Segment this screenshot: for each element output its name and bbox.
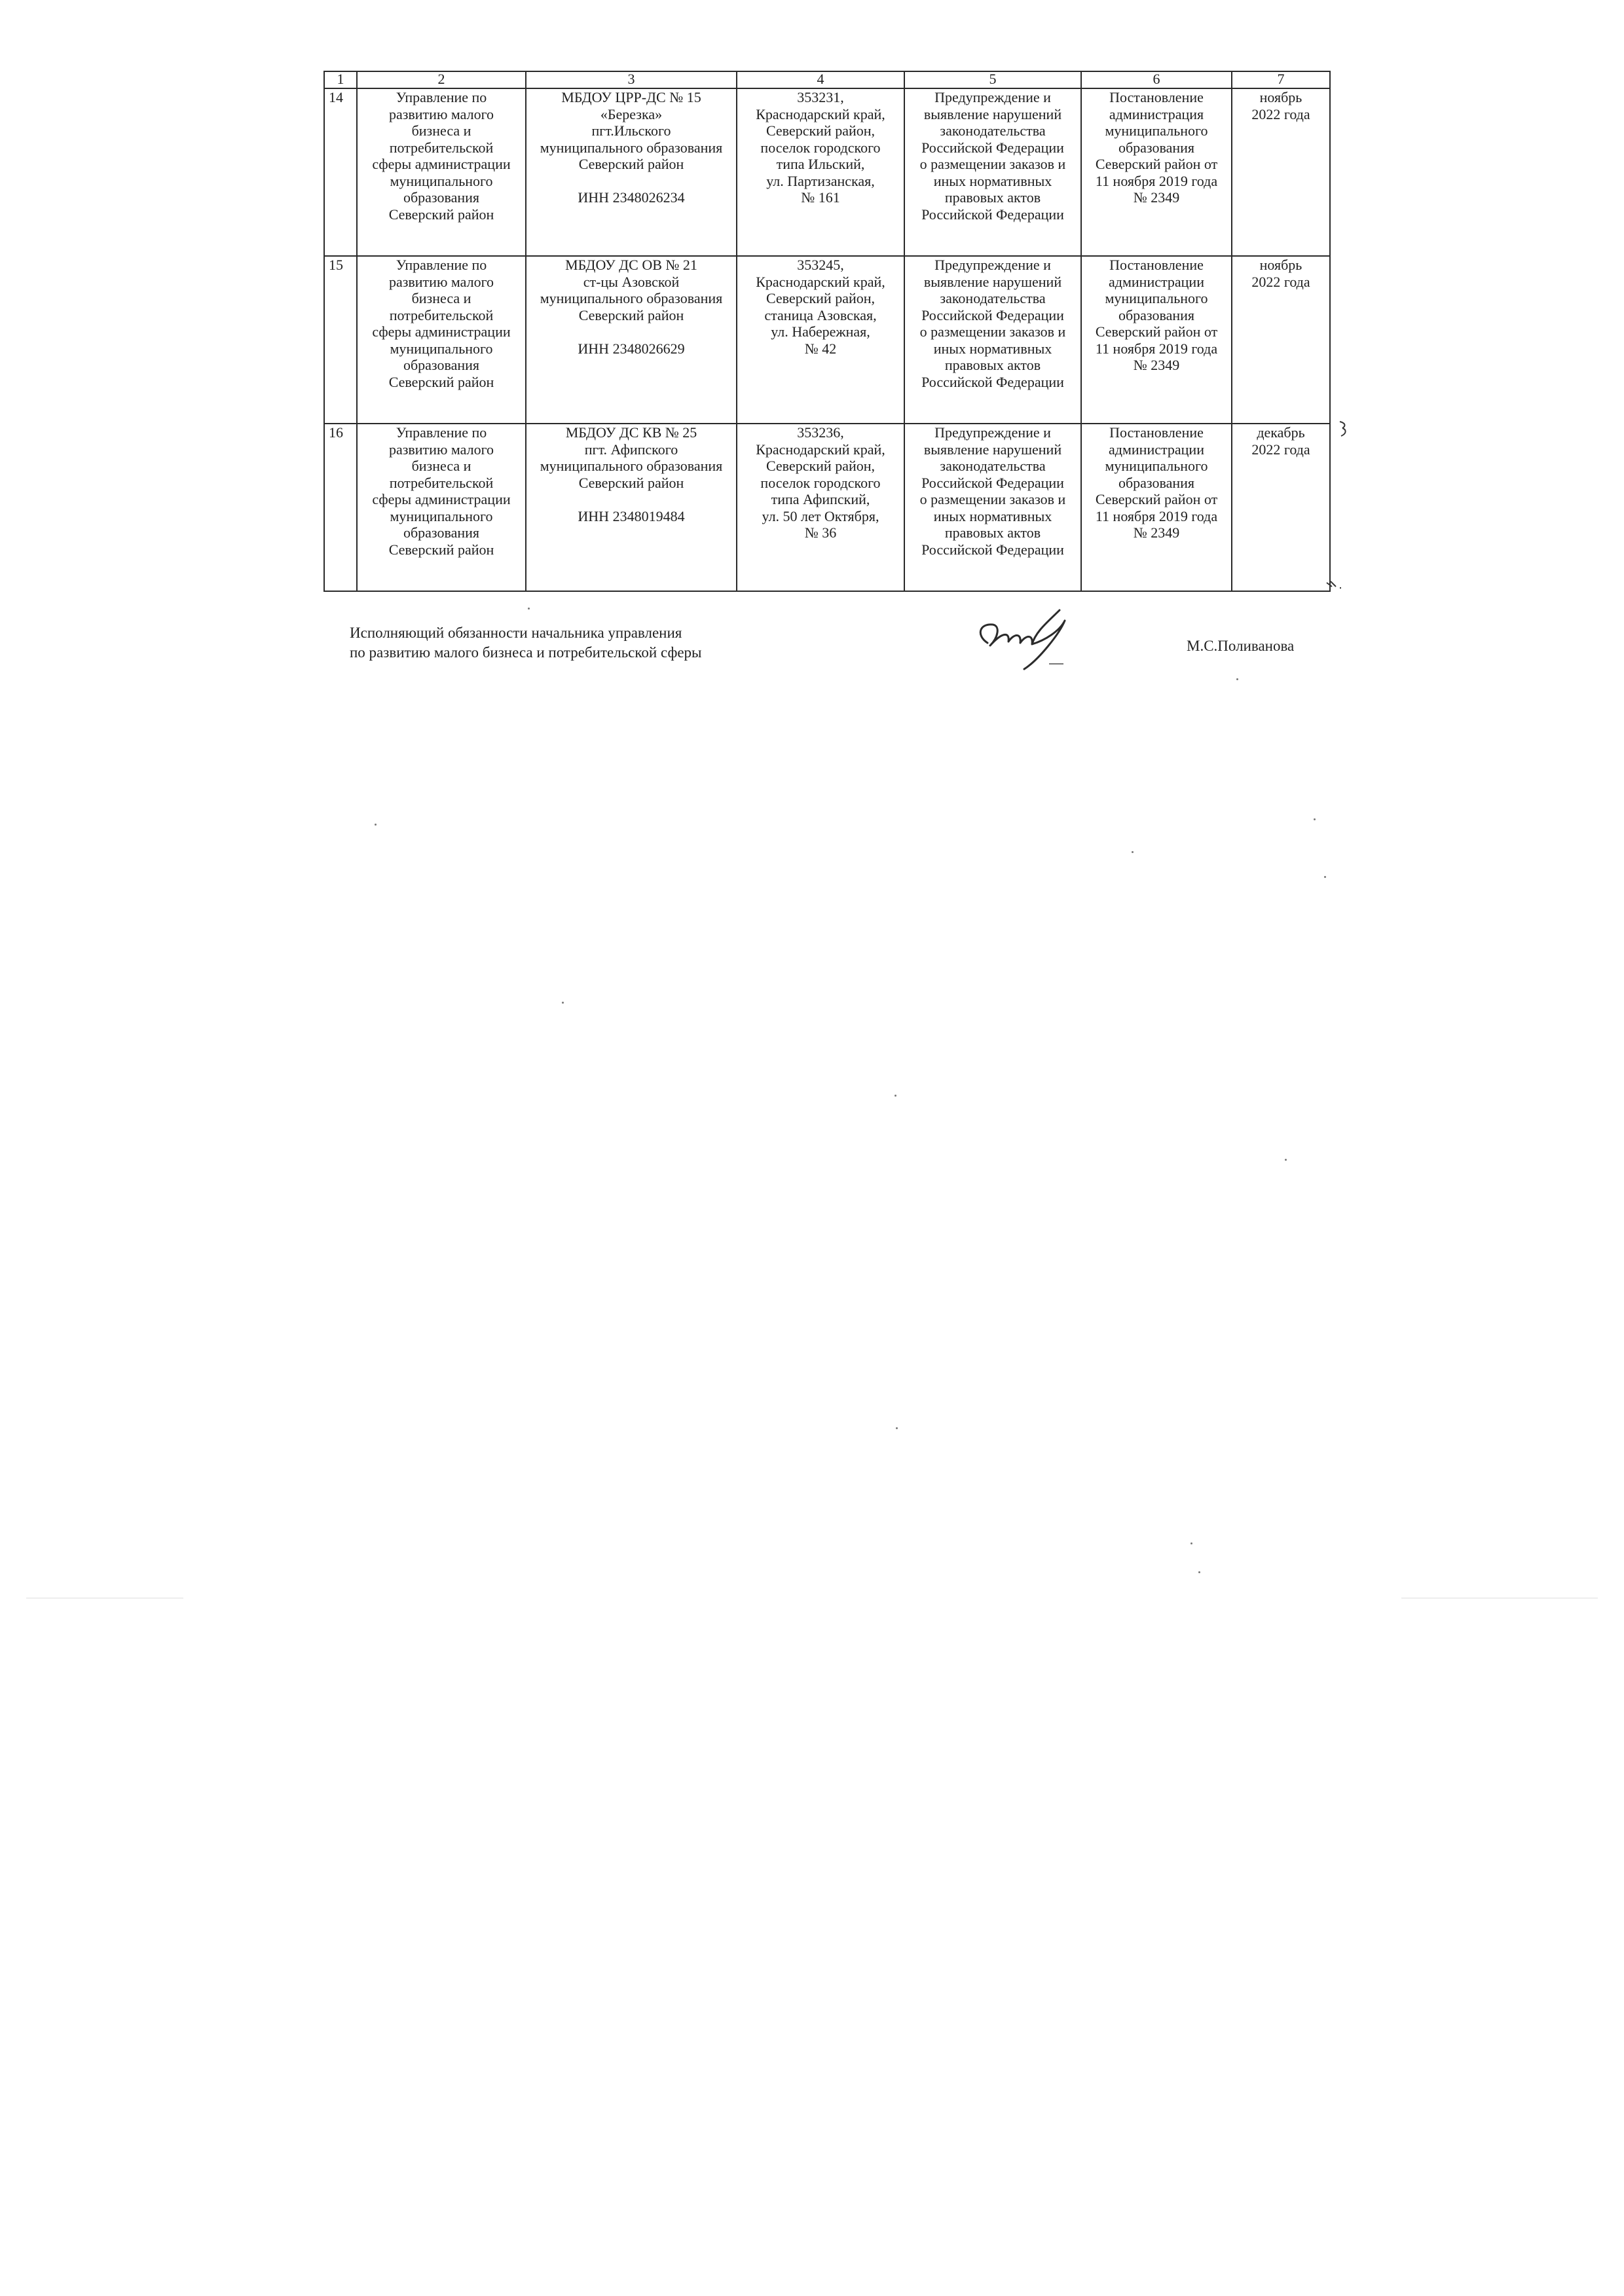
row-number: 14	[324, 88, 357, 256]
scan-speck	[1324, 876, 1326, 878]
scan-fold-line	[1401, 1597, 1598, 1599]
inspection-subject: Предупреждение и выявление нарушений законодательства Российской Федерации о размещении заказов и иных нормативных правовых актов Российской Федерации	[904, 256, 1081, 424]
row-number: 16	[324, 424, 357, 591]
column-number-5: 5	[904, 71, 1081, 88]
column-number-1: 1	[324, 71, 357, 88]
control-authority: Управление по развитию малого бизнеса и потребительской сферы администрации муниципального образования Северский район	[357, 256, 526, 424]
scan-speck	[1236, 678, 1238, 680]
column-number-6: 6	[1081, 71, 1232, 88]
inspection-basis: Постановление администрации муниципального образования Северский район от 11 ноября 2019 года № 2349	[1081, 424, 1232, 591]
scan-speck	[375, 824, 377, 826]
control-authority: Управление по развитию малого бизнеса и потребительской сферы администрации муниципального образования Северский район	[357, 88, 526, 256]
scan-speck	[1314, 818, 1316, 820]
inspection-period: декабрь 2022 года	[1232, 424, 1330, 591]
column-number-4: 4	[737, 71, 904, 88]
entity-address: 353231, Краснодарский край, Северский район, поселок городского типа Ильский, ул. Партизанская, № 161	[737, 88, 904, 256]
inspection-subject: Предупреждение и выявление нарушений законодательства Российской Федерации о размещении заказов и иных нормативных правовых актов Российской Федерации	[904, 424, 1081, 591]
column-number-2: 2	[357, 71, 526, 88]
scan-speck	[1285, 1159, 1287, 1161]
entity-address: 353236, Краснодарский край, Северский район, поселок городского типа Афипский, ул. 50 лет Октября, № 36	[737, 424, 904, 591]
scan-speck	[1198, 1571, 1200, 1573]
scan-fold-line	[26, 1597, 183, 1599]
inspection-subject: Предупреждение и выявление нарушений законодательства Российской Федерации о размещении заказов и иных нормативных правовых актов Российской Федерации	[904, 88, 1081, 256]
table-header-row	[324, 71, 1330, 88]
scan-speck	[1132, 851, 1134, 853]
inspection-period: ноябрь 2022 года	[1232, 88, 1330, 256]
table-row	[324, 424, 1330, 591]
scan-speck	[562, 1002, 564, 1004]
corner-pen-mark-icon	[1325, 579, 1349, 592]
inspected-entity: МБДОУ ДС ОВ № 21 ст-цы Азовской муниципального образования Северский район ИНН 2348026629	[526, 256, 737, 424]
table-row	[324, 88, 1330, 256]
column-number-7: 7	[1232, 71, 1330, 88]
signatory-position: Исполняющий обязанности начальника управления по развитию малого бизнеса и потребительской сферы	[350, 625, 702, 661]
margin-pen-mark-icon	[1337, 419, 1350, 439]
inspection-plan-table	[323, 71, 1331, 592]
scan-speck	[895, 1095, 896, 1097]
entity-address: 353245, Краснодарский край, Северский район, станица Азовская, ул. Набережная, № 42	[737, 256, 904, 424]
scan-speck	[896, 1427, 898, 1429]
row-number: 15	[324, 256, 357, 424]
inspection-basis: Постановление администрации муниципального образования Северский район от 11 ноября 2019 года № 2349	[1081, 256, 1232, 424]
column-number-3: 3	[526, 71, 737, 88]
scan-speck	[528, 608, 530, 610]
inspection-period: ноябрь 2022 года	[1232, 256, 1330, 424]
signer-name: М.С.Поливанова	[1187, 638, 1295, 654]
control-authority: Управление по развитию малого бизнеса и потребительской сферы администрации муниципального образования Северский район	[357, 424, 526, 591]
signature-icon	[961, 605, 1092, 670]
inspected-entity: МБДОУ ДС КВ № 25 пгт. Афипского муниципального образования Северский район ИНН 2348019484	[526, 424, 737, 591]
scan-speck	[1190, 1542, 1192, 1544]
inspection-basis: Постановление администрация муниципального образования Северский район от 11 ноября 2019 года № 2349	[1081, 88, 1232, 256]
inspected-entity: МБДОУ ЦРР-ДС № 15 «Березка» пгт.Ильского муниципального образования Северский район ИНН 2348026234	[526, 88, 737, 256]
table-row	[324, 256, 1330, 424]
